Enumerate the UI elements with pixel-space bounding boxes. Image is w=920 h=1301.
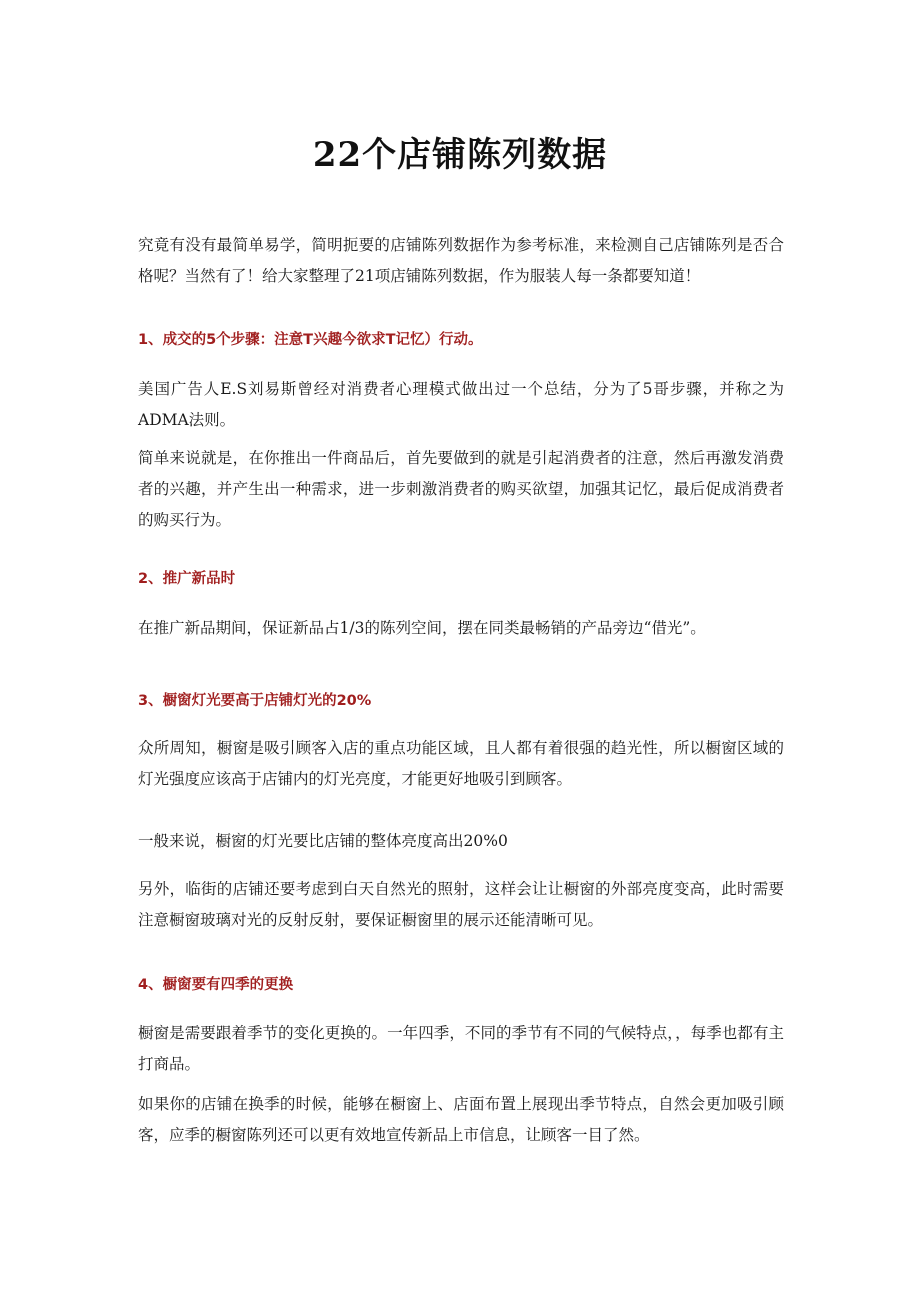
section-3-paragraph-1: 众所周知，橱窗是吸引顾客入店的重点功能区域，且人都有着很强的趋光性，所以橱窗区域的灯光强度应该高于店铺内的灯光亮度，才能更好地吸引到顾客。	[138, 739, 784, 788]
section-4-heading: 4、橱窗要有四季的更换	[138, 977, 294, 993]
page-title: 22个店铺陈列数据	[312, 135, 608, 175]
section-1-paragraph-2: 简单来说就是，在你推出一件商品后，首先要做到的就是引起消费者的注意，然后再激发消费者的兴趣，并产生出一种需求，进一步刺激消费者的购买欲望，加强其记忆，最后促成消费者的购买行为。	[138, 449, 784, 529]
section-3-paragraph-2: 一般来说，橱窗的灯光要比店铺的整体亮度高出20%0	[138, 832, 508, 850]
section-4-paragraph-2: 如果你的店铺在换季的时候，能够在橱窗上、店面布置上展现出季节特点，自然会更加吸引顾客，应季的橱窗陈列还可以更有效地宣传新品上市信息，让顾客一目了然。	[138, 1095, 784, 1144]
section-1-heading: 1、成交的5个步骤：注意T兴趣今欲求T记忆）行动。	[138, 332, 483, 348]
section-4-paragraph-1: 橱窗是需要跟着季节的变化更换的。一年四季，不同的季节有不同的气候特点，，每季也都有主打商品。	[138, 1024, 784, 1073]
section-3-heading: 3、橱窗灯光要高于店铺灯光的20%	[138, 693, 372, 709]
section-1-paragraph-1: 美国广告人E.S刘易斯曾经对消费者心理模式做出过一个总结，分为了5哥步骤，并称之为ADMA法则。	[138, 380, 784, 429]
section-2-paragraph-1: 在推广新品期间，保证新品占1/3的陈列空间，摆在同类最畅销的产品旁边“借光”。	[138, 619, 706, 637]
intro-paragraph: 究竟有没有最简单易学，简明扼要的店铺陈列数据作为参考标准，来检测自己店铺陈列是否合格呢？当然有了！给大家整理了21项店铺陈列数据，作为服装人每一条都要知道！	[138, 236, 784, 285]
section-3-paragraph-3: 另外，临街的店铺还要考虑到白天自然光的照射，这样会让让橱窗的外部亮度变高，此时需要注意橱窗玻璃对光的反射反射，要保证橱窗里的展示还能清晰可见。	[138, 880, 784, 929]
section-2-heading: 2、推广新品时	[138, 571, 236, 587]
